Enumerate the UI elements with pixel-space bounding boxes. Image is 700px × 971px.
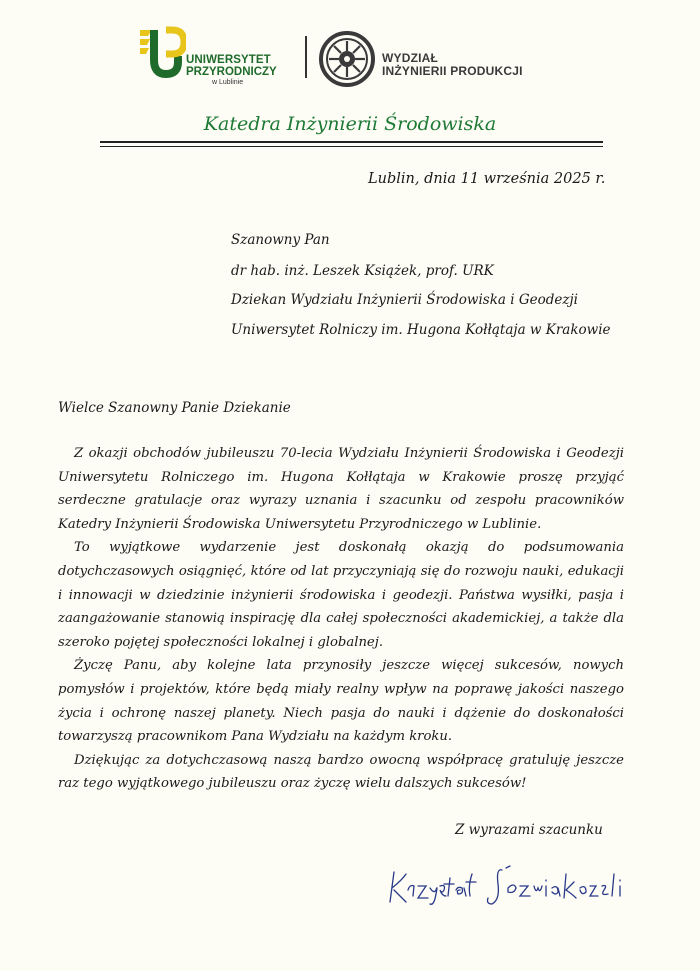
addressee-name: dr hab. inż. Leszek Książek, prof. URK bbox=[231, 263, 494, 279]
handwritten-signature bbox=[380, 860, 640, 910]
faculty-logo-text bbox=[382, 52, 523, 78]
university-logo-line3: w Lublinie bbox=[212, 79, 244, 86]
letter-body bbox=[58, 442, 624, 796]
header-rule-bottom bbox=[100, 146, 603, 147]
faculty-logo bbox=[318, 30, 558, 88]
dateline: Lublin, dnia 11 września 2025 r. bbox=[368, 171, 606, 187]
paragraph-1: Z okazji obchodów jubileuszu 70-lecia Wydziału Inżynierii Środowiska i Geodezji Uniwersytetu Rolniczego im. Hugona Kołłątaja w Krakowie proszę przyjąć serdeczne gratulacje oraz wyrazy uznania i szacunku od zespołu pracowników Katedry Inżynierii Środowiska Uniwersytetu Przyrodniczego w Lublinie. bbox=[58, 446, 624, 532]
university-emblem-icon bbox=[138, 26, 186, 82]
faculty-logo-line2: INŻYNIERII PRODUKCJI bbox=[382, 64, 523, 78]
university-logo-text bbox=[186, 54, 277, 88]
department-title: Katedra Inżynierii Środowiska bbox=[203, 113, 497, 135]
paragraph-4: Dziękując za dotychczasową naszą bardzo owocną współpracę gratuluję jeszcze raz tego wyjątkowego jubileuszu oraz życzę wielu dalszych sukcesów! bbox=[58, 752, 624, 792]
addressee-position: Dziekan Wydziału Inżynierii Środowiska i Geodezji bbox=[231, 292, 578, 308]
university-logo-line1: UNIWERSYTET bbox=[186, 54, 271, 66]
university-logo-line2: PRZYRODNICZY bbox=[186, 66, 277, 78]
logo-divider bbox=[305, 36, 307, 78]
greeting: Wielce Szanowny Panie Dziekanie bbox=[58, 400, 291, 416]
addressee-institution: Uniwersytet Rolniczy im. Hugona Kołłątaja w Krakowie bbox=[231, 322, 611, 338]
addressee-salutation: Szanowny Pan bbox=[231, 232, 330, 248]
header-rule-top bbox=[100, 141, 603, 143]
closing: Z wyrazami szacunku bbox=[455, 822, 603, 838]
university-logo bbox=[138, 26, 298, 98]
faculty-logo-line1: WYDZIAŁ bbox=[382, 51, 439, 65]
paragraph-2: To wyjątkowe wydarzenie jest doskonałą okazją do podsumowania dotychczasowych osiągnięć, które od lat przyczyniają się do rozwoju nauki, edukacji i innowacji w dziedzinie inżynierii środowiska i geodezji. Państwa wysiłki, pasja i zaangażowanie stanowią inspirację dla całej społeczności akademickiej, a także dla szeroko pojętej społeczności lokalnej i globalnej. bbox=[58, 540, 624, 650]
gear-emblem-icon bbox=[318, 30, 376, 88]
paragraph-3: Życzę Panu, aby kolejne lata przynosiły jeszcze więcej sukcesów, nowych pomysłów i projektów, które będą miały realny wpływ na poprawę jakości naszego życia i ochronę naszej planety. Niech pasja do nauki i dążenie do doskonałości towarzyszą pracownikom Pana Wydziału na każdym kroku. bbox=[58, 658, 624, 745]
